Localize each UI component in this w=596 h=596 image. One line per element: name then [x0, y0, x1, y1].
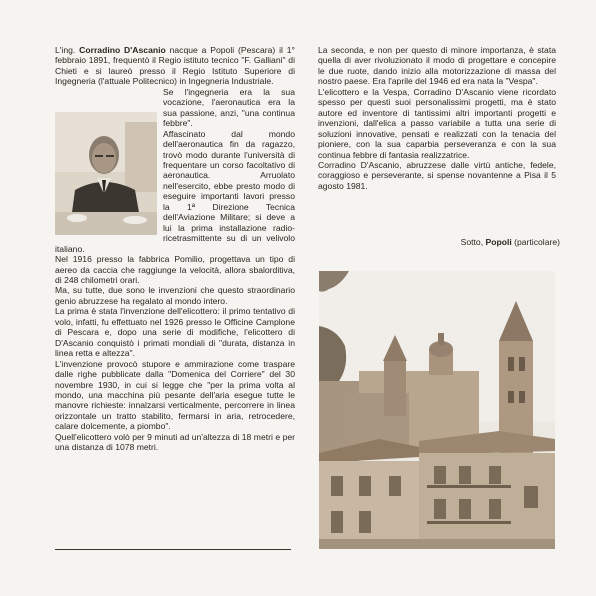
- bottom-rule: [55, 549, 291, 550]
- paragraph-intro: [55, 45, 295, 87]
- paragraph-domenica: L'invenzione provocò stupore e ammirazione come traspare dalle righe pubblicate dalla "Domenica del Corriere" del 30 novembre 1930, in cui si legge che "per la prima volta al mondo, una macchina più pesante dell'aria esegue tutte le manovre richieste: innalzarsi verticalmente, percorrere in linea orizzontale un tratto stabilito, fermarsi in aria, retrocedere, calare dolcemente, a piombo".: [55, 358, 295, 432]
- caption-suffix: (particolare): [511, 237, 560, 247]
- paragraph-vespa: La seconda, e non per questo di minore importanza, è stata quella di aver rivoluzionato il modo di progettare e concepire le due ruote, dando inizio alla motorizzazione di massa del nostro paese. Era l'aprile del 1946 ed era nata la "Vespa".: [318, 45, 556, 87]
- photo-caption: [420, 237, 560, 247]
- town-photo: [319, 271, 555, 549]
- paragraph-aeronautics: Affascinato dal mondo dell'aeronautica fin da ragazzo, trovò modo durante l'università di frequentare un corso facoltativo di aeronautica. Arruolato nell'esercito, ebbe presto modo di eseguire importanti lavori presso la 1ª Direzione Tecnica dell'Aviazione Militare; si deve a lui la prima installazione radio-ricetrasmittente su di un velivolo italiano.: [55, 128, 295, 254]
- paragraph-inventions: Ma, su tutte, due sono le invenzioni che questo straordinario genio abruzzese ha regalato al mondo intero.: [55, 285, 295, 306]
- paragraph-death: Corradino D'Ascanio, abruzzese dalle virtù antiche, fedele, coraggioso e perseverante, si spense novantenne a Pisa il 5 agosto 1981.: [318, 159, 556, 191]
- right-column: [318, 45, 556, 191]
- person-name: Corradino D'Ascanio: [79, 45, 166, 55]
- portrait-photo: [55, 112, 157, 235]
- caption-prefix: Sotto,: [460, 237, 486, 247]
- caption-place: Popoli: [485, 237, 512, 247]
- paragraph-flight-record: Quell'elicottero volò per 9 minuti ad un'altezza di 18 metri e per una distanza di 1078 metri.: [55, 431, 295, 453]
- paragraph-other-projects: L'elicottero e la Vespa, Corradino D'Ascanio viene ricordato spesso per questi suoi personalissimi progetti, ma è stato autore ed inventore di tantissimi altri importanti progetti e invenzioni, dall'elica a passo variabile a tutta una serie di soluzioni innovative, pensati e realizzati con la tenacia del pioniere, con la sua caparbia perseveranza e con la sua continua febbre di fantasia realizzatrice.: [318, 86, 556, 160]
- paragraph-pomilio: Nel 1916 presso la fabbrica Pomilio, progettava un tipo di aereo da caccia che raggiunge la velocità, allora sbalorditiva, di 248 chilometri orari.: [55, 254, 295, 285]
- paragraph-vocation: Se l'ingegneria era la sua vocazione, l'aeronautica era la sua passione, anzi, "una continua febbre".: [163, 86, 295, 129]
- intro-prefix: L'ing.: [55, 45, 80, 55]
- paragraph-helicopter: La prima è stata l'invenzione dell'elicottero: il primo tentativo di volo, infatti, fu effettuato nel 1926 presso le Officine Camplone di Pescara e, dopo una serie di modifiche, l'elicottero di D'Ascanio conquistò i primati mondiali di "durata, distanza in linea retta e altezza".: [55, 306, 295, 359]
- left-column: [55, 45, 295, 453]
- intro-text: nacque a Popoli (Pescara) il 1° febbraio 1891, frequentò il Regio istituto tecnico "F. Galliani" di Chieti e si laureò presso il Regio Istituto Superiore di Ingegneria (l'attuale Politecnico) in Ingegneria Industriale.: [55, 45, 295, 87]
